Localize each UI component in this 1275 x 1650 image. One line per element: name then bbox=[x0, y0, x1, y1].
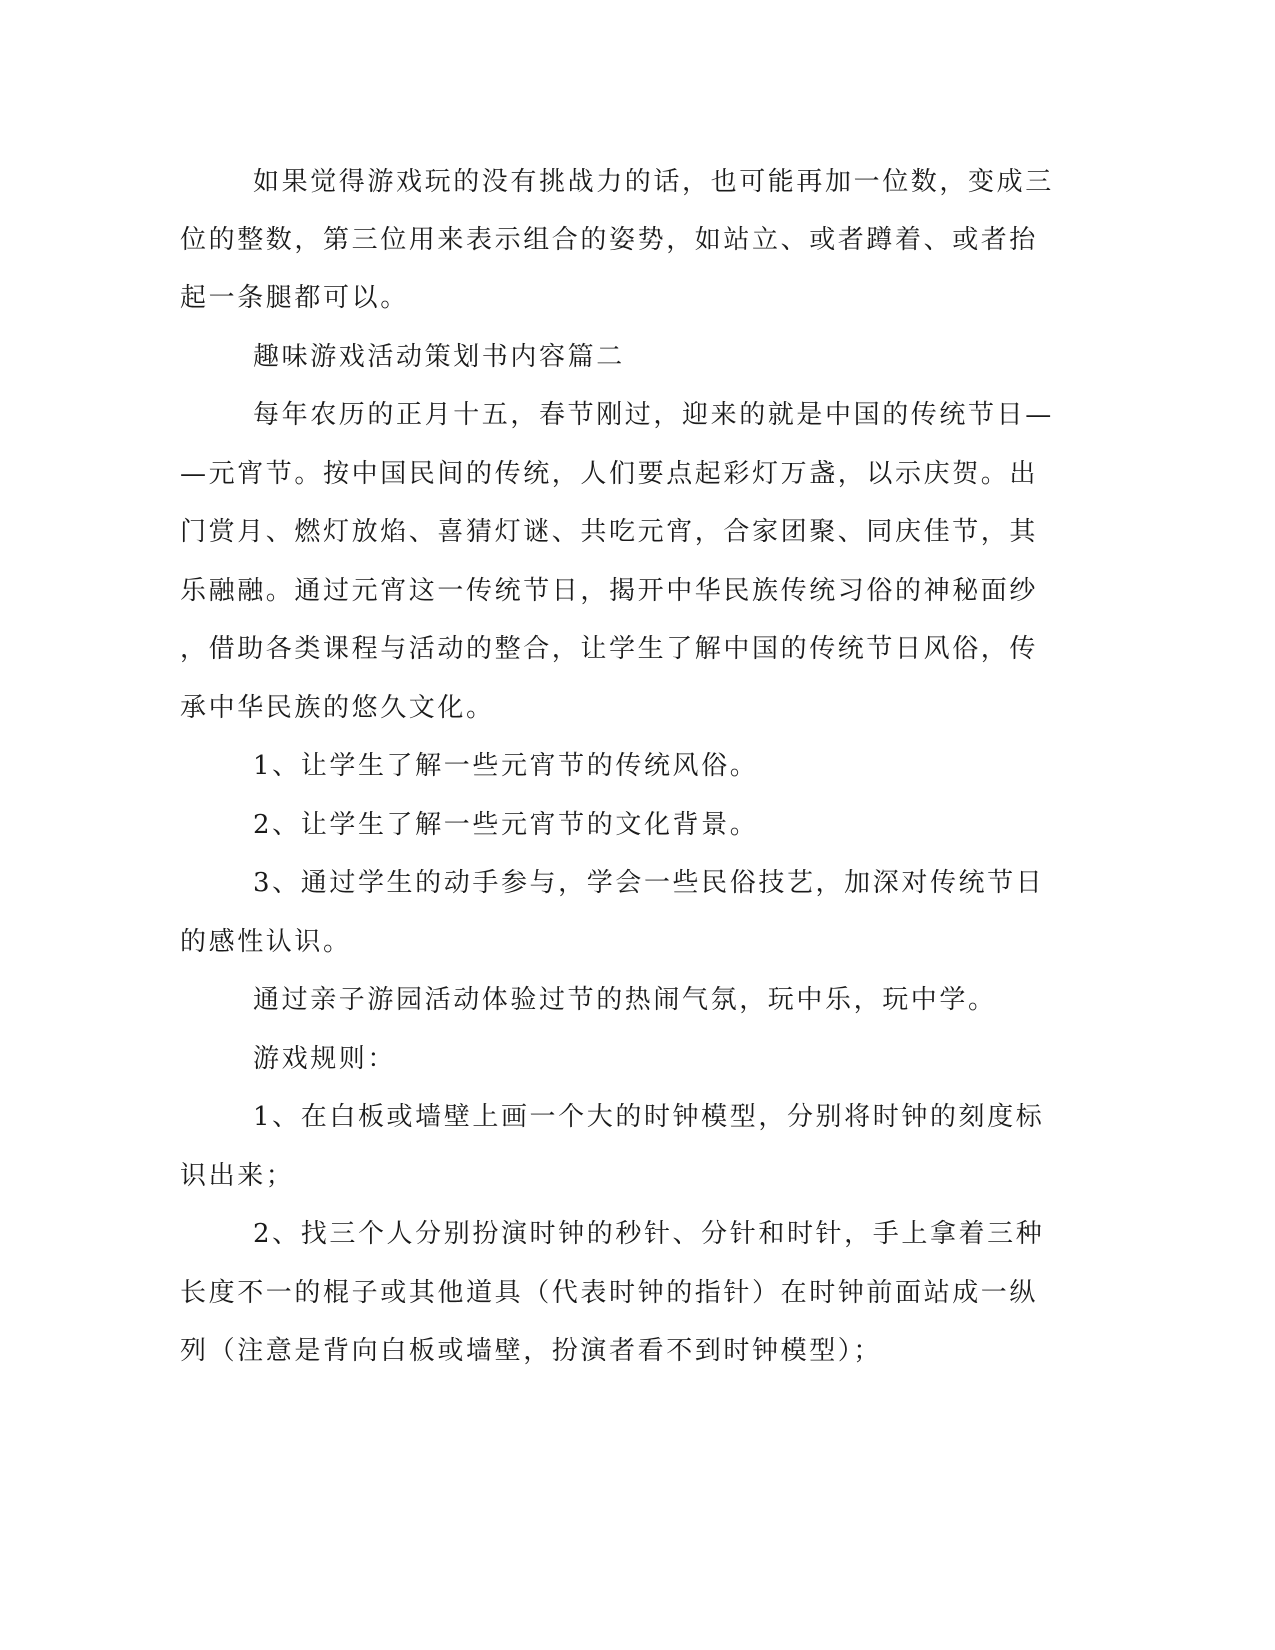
text-line: 通过亲子游园活动体验过节的热闹气氛，玩中乐，玩中学。 bbox=[253, 985, 997, 1015]
list-item: 2、让学生了解一些元宵节的文化背景。 bbox=[253, 810, 759, 840]
text-line: 识出来； bbox=[180, 1161, 295, 1191]
text-line: 的感性认识。 bbox=[180, 927, 352, 957]
list-item: 3、通过学生的动手参与，学会一些民俗技艺，加深对传统节日 bbox=[253, 868, 1045, 898]
list-item: 2、找三个人分别扮演时钟的秒针、分针和时针，手上拿着三种 bbox=[253, 1219, 1045, 1249]
text-line: 位的整数，第三位用来表示组合的姿势，如站立、或者蹲着、或者抬 bbox=[180, 225, 1039, 255]
text-line: 游戏规则： bbox=[253, 1044, 397, 1074]
text-line: 每年农历的正月十五，春节刚过，迎来的就是中国的传统节日— bbox=[253, 400, 1054, 430]
list-item: 1、让学生了解一些元宵节的传统风俗。 bbox=[253, 751, 759, 781]
text-line: ，借助各类课程与活动的整合，让学生了解中国的传统节日风俗，传 bbox=[180, 634, 1039, 664]
text-line: 乐融融。通过元宵这一传统节日，揭开中华民族传统习俗的神秘面纱 bbox=[180, 576, 1039, 606]
text-line: 长度不一的棍子或其他道具（代表时钟的指针）在时钟前面站成一纵 bbox=[180, 1278, 1039, 1308]
text-line: 起一条腿都可以。 bbox=[180, 283, 409, 313]
text-line: 如果觉得游戏玩的没有挑战力的话，也可能再加一位数，变成三 bbox=[253, 167, 1054, 197]
text-line: 列（注意是背向白板或墙壁，扮演者看不到时钟模型）； bbox=[180, 1336, 883, 1366]
text-line: 门赏月、燃灯放焰、喜猜灯谜、共吃元宵，合家团聚、同庆佳节，其 bbox=[180, 517, 1039, 547]
section-heading: 趣味游戏活动策划书内容篇二 bbox=[253, 342, 625, 372]
list-item: 1、在白板或墙壁上画一个大的时钟模型，分别将时钟的刻度标 bbox=[253, 1102, 1045, 1132]
text-line: 承中华民族的悠久文化。 bbox=[180, 693, 495, 723]
text-line: —元宵节。按中国民间的传统，人们要点起彩灯万盏，以示庆贺。出 bbox=[180, 459, 1039, 489]
